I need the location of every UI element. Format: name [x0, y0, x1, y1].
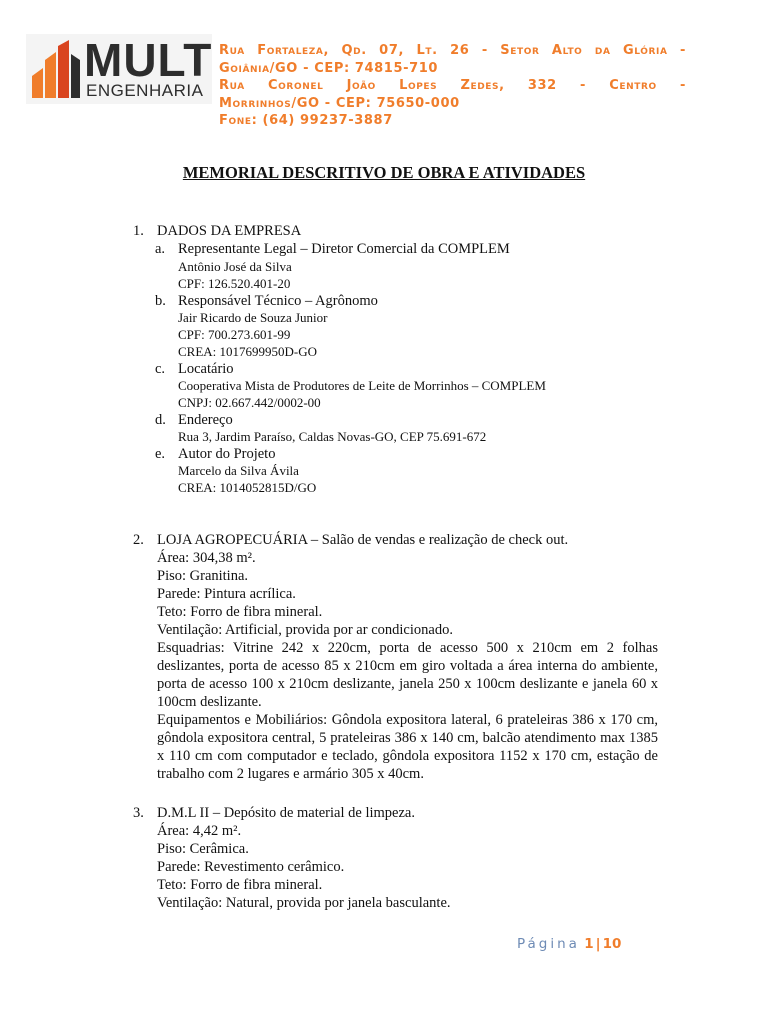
item-label: Autor do Projeto: [178, 446, 276, 462]
item-detail: Cooperativa Mista de Produtores de Leite de Morrinhos – COMPLEM: [178, 378, 546, 393]
item-detail: CREA: 1014052815D/GO: [178, 480, 317, 495]
item-detail: CREA: 1017699950D-GO: [178, 344, 318, 359]
wall-text: Parede: Revestimento cerâmico.: [157, 859, 345, 875]
document-title: MEMORIAL DESCRITIVO DE OBRA E ATIVIDADES: [182, 163, 586, 182]
wall-text: Parede: Pintura acrílica.: [157, 586, 296, 602]
company-address: [219, 42, 686, 130]
section-body: [157, 822, 658, 912]
ceiling-text: Teto: Forro de fibra mineral.: [157, 604, 323, 620]
item-detail: Rua 3, Jardim Paraíso, Caldas Novas-GO, CEP 75.691-672: [178, 429, 487, 444]
item-detail: Marcelo da Silva Ávila: [178, 463, 299, 478]
item-letter: c.: [155, 361, 166, 377]
item-letter: b.: [155, 293, 166, 309]
section-title: D.M.L II – Depósito de material de limpeza.: [157, 805, 415, 821]
item-label: Endereço: [178, 412, 233, 428]
page-label: Página: [517, 936, 580, 952]
building-bars-logo-icon: [30, 38, 82, 100]
item-letter: a.: [155, 241, 166, 257]
item-detail: CPF: 700.273.601-99: [178, 327, 291, 342]
section-title: DADOS DA EMPRESA: [157, 223, 302, 239]
address-line: Rua Coronel João Lopes Zedes, 332 - Centro -: [219, 78, 686, 93]
page-number: [517, 936, 621, 952]
item-label: Locatário: [178, 361, 234, 377]
section-body: [157, 549, 658, 783]
address-line: Fone: (64) 99237-3887: [219, 113, 393, 128]
item-label: Responsável Técnico – Agrônomo: [178, 293, 378, 309]
item-detail: Antônio José da Silva: [178, 259, 292, 274]
area-text: Área: 304,38 m².: [157, 550, 256, 566]
item-detail: CNPJ: 02.667.442/0002-00: [178, 395, 321, 410]
frames-text: Esquadrias: Vitrine 242 x 220cm, porta de acesso 500 x 210cm em 2 folhas deslizantes, porta de acesso 85 x 210cm em giro voltada a área interna do ambiente, porta de acesso 100 x 210cm deslizante, janela 250 x 100cm deslizante e janela 60 x 100cm deslizante.: [157, 640, 658, 710]
company-logo: [26, 34, 212, 104]
address-line: Rua Fortaleza, Qd. 07, Lt. 26 - Setor Alto da Glória -: [219, 43, 686, 58]
logo-sub-text: ENGENHARIA: [86, 81, 204, 100]
equipment-text: Equipamentos e Mobiliários: Gôndola expositora lateral, 6 prateleiras 386 x 170 cm, gôndola expositora central, 5 prateleiras 386 x 140 cm, balcão atendimento max 1385 x 110 cm com computador e teclado, gôndola expositora 1152 x 170 cm, estação de trabalho com 2 lugares e armário 305 x 40cm.: [157, 712, 658, 782]
section-number: 2.: [133, 532, 144, 548]
current-page: 1: [584, 936, 594, 952]
ceiling-text: Teto: Forro de fibra mineral.: [157, 877, 323, 893]
section-number: 3.: [133, 805, 144, 821]
section-title: LOJA AGROPECUÁRIA – Salão de vendas e realização de check out.: [157, 532, 569, 548]
page-separator: |: [595, 936, 601, 952]
total-pages: 10: [602, 936, 622, 952]
area-text: Área: 4,42 m².: [157, 823, 242, 839]
ventilation-text: Ventilação: Artificial, provida por ar condicionado.: [157, 622, 453, 638]
floor-text: Piso: Cerâmica.: [157, 841, 249, 857]
item-detail: Jair Ricardo de Souza Junior: [178, 310, 328, 325]
address-line: Morrinhos/GO - CEP: 75650-000: [219, 95, 460, 111]
logo-brand-text: MULT: [84, 34, 213, 86]
item-letter: e.: [155, 446, 166, 462]
section-number: 1.: [133, 223, 144, 239]
ventilation-text: Ventilação: Natural, provida por janela basculante.: [157, 895, 451, 911]
floor-text: Piso: Granitina.: [157, 568, 249, 584]
item-letter: d.: [155, 412, 166, 428]
address-line: Goiânia/GO - CEP: 74815-710: [219, 60, 439, 76]
item-detail: CPF: 126.520.401-20: [178, 276, 291, 291]
item-label: Representante Legal – Diretor Comercial da COMPLEM: [178, 241, 510, 257]
